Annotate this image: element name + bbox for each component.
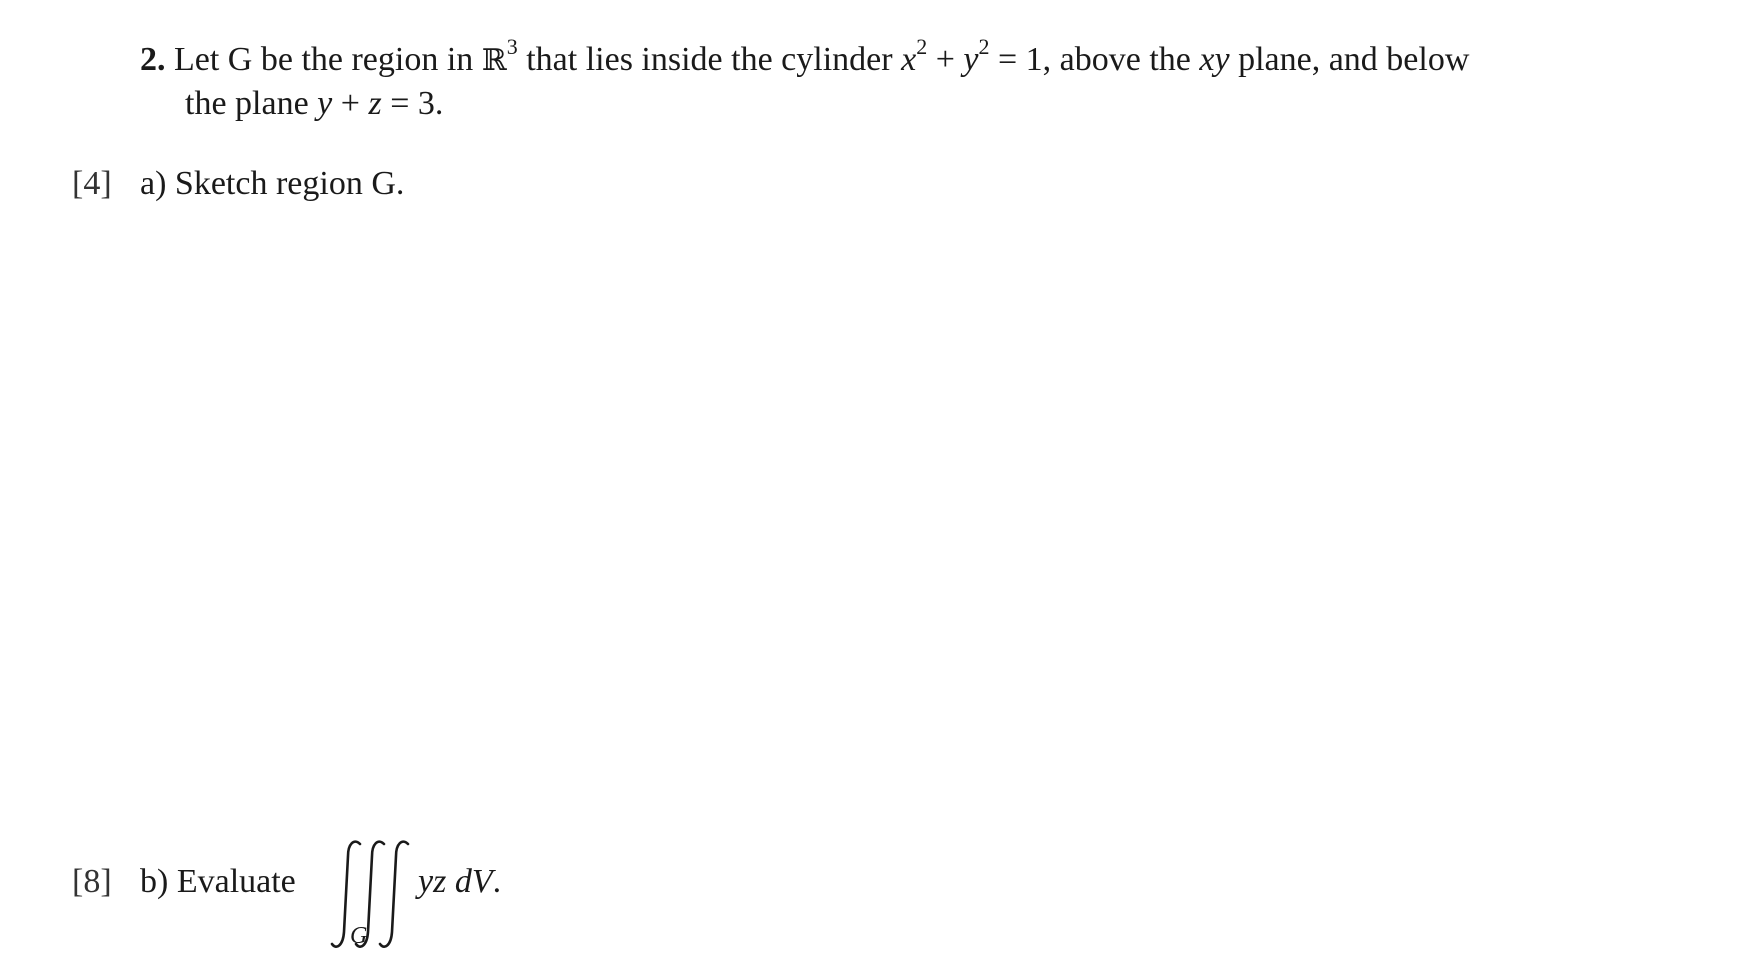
- space-exponent: 3: [506, 33, 518, 59]
- eq1-x: x: [901, 41, 917, 78]
- eq1-rest: = 1, above the: [989, 41, 1200, 78]
- statement-text-3: plane, and below: [1229, 41, 1470, 78]
- problem-statement-line-1: [140, 33, 1470, 81]
- question-number: 2.: [140, 41, 166, 78]
- eq1-y: y: [963, 41, 979, 78]
- part-b-marks: [8]: [72, 863, 112, 900]
- real-space-symbol: ℝ: [481, 43, 507, 78]
- eq2-rest: = 3.: [381, 85, 444, 122]
- part-a-label: a): [140, 165, 167, 202]
- statement-text-2: that lies inside the cylinder: [517, 41, 902, 78]
- integral-region-label: G: [350, 923, 368, 949]
- line2-prefix: the plane: [185, 85, 318, 122]
- eq2-plus: +: [332, 85, 369, 122]
- eq2-y: y: [317, 85, 333, 122]
- eq1-plus: +: [927, 41, 964, 78]
- eq2-z: z: [368, 85, 382, 122]
- part-a-marks: [4]: [72, 165, 112, 202]
- eq1-y-exponent: 2: [978, 33, 990, 59]
- eq1-x-exponent: 2: [916, 33, 928, 59]
- part-b-text: Evaluate: [176, 863, 296, 900]
- part-a: [140, 164, 404, 204]
- plane-name: xy: [1199, 41, 1230, 78]
- integrand: yz dV: [418, 863, 493, 900]
- triple-integral-sign: [330, 836, 414, 956]
- problem-statement-line-2: [185, 84, 443, 124]
- integrand-expression: [418, 862, 501, 902]
- part-a-text: Sketch region G.: [174, 165, 405, 202]
- part-b-label: b): [140, 863, 169, 900]
- integrand-end: .: [492, 863, 502, 900]
- statement-text-1: Let G be the region in: [174, 41, 482, 78]
- part-b: [140, 862, 296, 902]
